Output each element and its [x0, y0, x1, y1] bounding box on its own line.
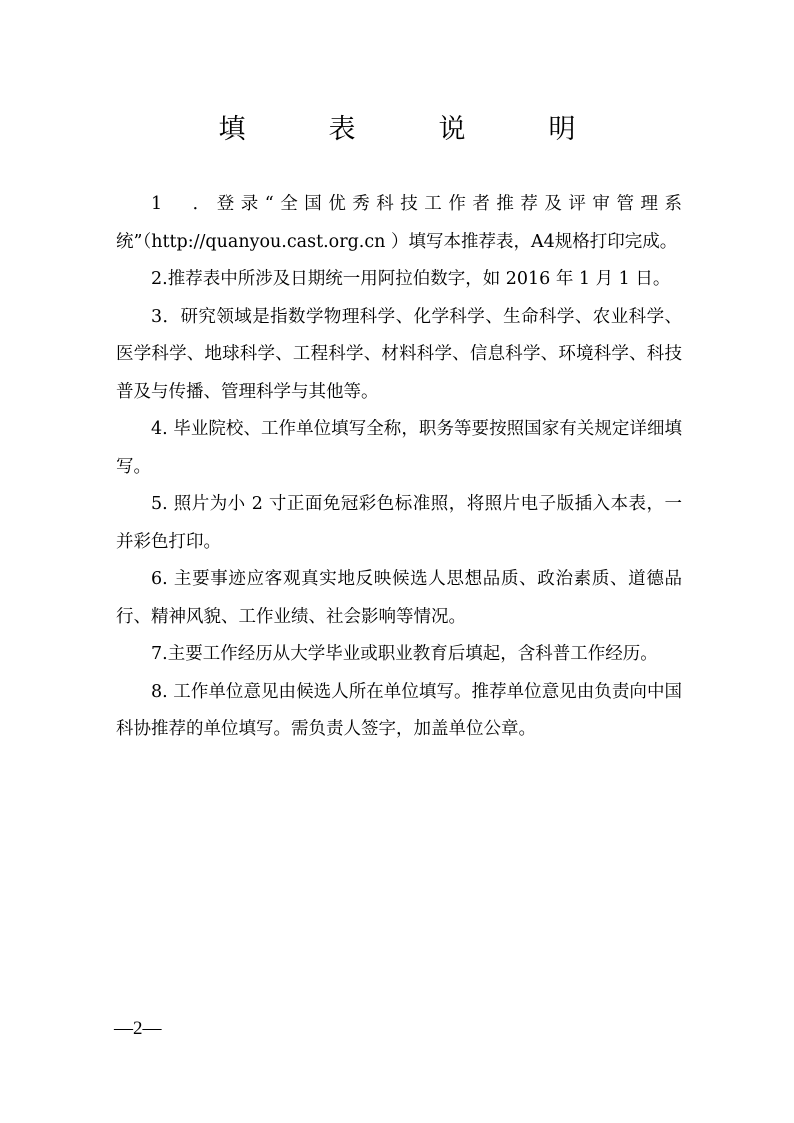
instructions-list [116, 186, 682, 749]
instruction-item-5: 5. 照片为小 2 寸正面免冠彩色标准照，将照片电子版插入本表，一并彩色打印。 [116, 494, 682, 552]
page-number: —2— [114, 1018, 162, 1039]
instruction-item-2: 2.推荐表中所涉及日期统一用阿拉伯数字，如 2016 年 1 月 1 日。 [151, 269, 671, 289]
instruction-item-3: 3．研究领域是指数学物理科学、化学科学、生命科学、农业科学、医学科学、地球科学、工程科学、材料科学、信息科学、环境科学、科技普及与传播、管理科学与其他等。 [116, 306, 682, 402]
instruction-item-7: 7.主要工作经历从大学毕业或职业教育后填起，含科普工作经历。 [151, 644, 658, 664]
instruction-item-6: 6. 主要事迹应客观真实地反映候选人思想品质、政治素质、道德品行、精神风貌、工作业绩、社会影响等情况。 [116, 569, 682, 627]
instruction-item-1: 1 ．登录“全国优秀科技工作者推荐及评审管理系统”（http://quanyou.cast.org.cn ）填写本推荐表，A4规格打印完成。 [116, 194, 682, 252]
page-title: 填 表 说 明 [218, 114, 604, 145]
instruction-item-4: 4. 毕业院校、工作单位填写全称，职务等要按照国家有关规定详细填写。 [116, 419, 682, 477]
instruction-item-8: 8. 工作单位意见由候选人所在单位填写。推荐单位意见由负责向中国科协推荐的单位填写。需负责人签字，加盖单位公章。 [116, 681, 682, 739]
